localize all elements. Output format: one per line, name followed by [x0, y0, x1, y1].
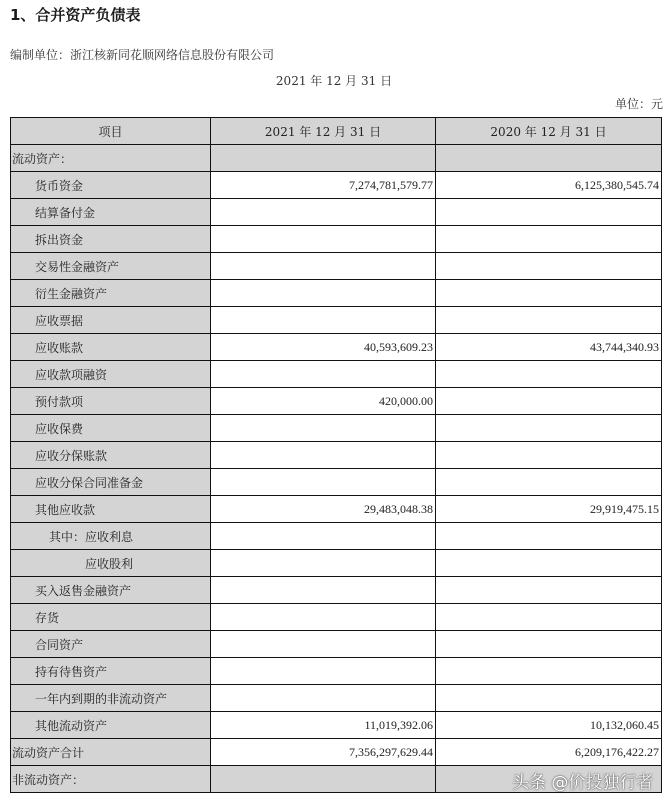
table-row	[11, 685, 662, 712]
row-label: 存货	[11, 604, 211, 631]
table-row	[11, 523, 662, 550]
preparing-entity: 编制单位：浙江核新同花顺网络信息股份有限公司	[10, 48, 275, 62]
table-row	[11, 658, 662, 685]
table-row	[11, 739, 662, 766]
value-2021	[211, 469, 436, 496]
row-label: 持有待售资产	[11, 658, 211, 685]
value-2020	[436, 280, 662, 307]
value-2020	[436, 469, 662, 496]
value-2020	[436, 550, 662, 577]
value-2021: 7,274,781,579.77	[211, 172, 436, 199]
value-2021	[211, 631, 436, 658]
value-2020	[436, 361, 662, 388]
row-label: 结算备付金	[11, 199, 211, 226]
row-label: 其他流动资产	[11, 712, 211, 739]
value-2020	[436, 253, 662, 280]
value-2021	[211, 361, 436, 388]
value-2020: 6,209,176,422.27	[436, 739, 662, 766]
header-item: 项目	[11, 118, 211, 145]
value-2021: 29,483,048.38	[211, 496, 436, 523]
table-row	[11, 307, 662, 334]
value-2021	[211, 577, 436, 604]
row-label: 拆出资金	[11, 226, 211, 253]
value-2021	[211, 226, 436, 253]
row-label: 应收分保账款	[11, 442, 211, 469]
table-row	[11, 577, 662, 604]
value-2020	[436, 658, 662, 685]
value-2020: 10,132,060.45	[436, 712, 662, 739]
currency-unit: 单位：元	[614, 97, 663, 111]
value-2021	[211, 253, 436, 280]
value-2020	[436, 415, 662, 442]
value-2020: 29,919,475.15	[436, 496, 662, 523]
section-row	[11, 145, 662, 172]
row-label: 应收分保合同准备金	[11, 469, 211, 496]
value-2021	[211, 523, 436, 550]
table-body	[11, 145, 662, 793]
row-label: 其中：应收利息	[11, 523, 211, 550]
row-label: 流动资产：	[11, 145, 211, 172]
value-2020	[436, 388, 662, 415]
value-2021: 11,019,392.06	[211, 712, 436, 739]
value-2021	[211, 766, 436, 793]
row-label: 应收股利	[11, 550, 211, 577]
balance-sheet-table	[10, 117, 662, 793]
value-2020	[436, 523, 662, 550]
value-2020	[436, 442, 662, 469]
page-title: 1、合并资产负债表	[10, 6, 141, 24]
table-row	[11, 712, 662, 739]
value-2021	[211, 658, 436, 685]
row-label: 交易性金融资产	[11, 253, 211, 280]
row-label: 合同资产	[11, 631, 211, 658]
row-label: 非流动资产：	[11, 766, 211, 793]
table-row	[11, 280, 662, 307]
table-row	[11, 415, 662, 442]
row-label: 货币资金	[11, 172, 211, 199]
value-2021	[211, 199, 436, 226]
table-row	[11, 172, 662, 199]
value-2021: 40,593,609.23	[211, 334, 436, 361]
value-2021	[211, 442, 436, 469]
value-2021: 420,000.00	[211, 388, 436, 415]
row-label: 一年内到期的非流动资产	[11, 685, 211, 712]
watermark: 头条 @价投独行者	[512, 773, 654, 793]
header-2021: 2021 年 12 月 31 日	[211, 118, 436, 145]
value-2020	[436, 577, 662, 604]
value-2021	[211, 307, 436, 334]
value-2021	[211, 145, 436, 172]
table-row	[11, 604, 662, 631]
value-2020: 43,744,340.93	[436, 334, 662, 361]
row-label: 应收账款	[11, 334, 211, 361]
table-row	[11, 334, 662, 361]
report-date: 2021 年 12 月 31 日	[275, 74, 393, 88]
value-2021	[211, 280, 436, 307]
table-row	[11, 226, 662, 253]
value-2021	[211, 415, 436, 442]
value-2021: 7,356,297,629.44	[211, 739, 436, 766]
table-row	[11, 253, 662, 280]
value-2020	[436, 226, 662, 253]
value-2020	[436, 604, 662, 631]
row-label: 衍生金融资产	[11, 280, 211, 307]
row-label: 预付款项	[11, 388, 211, 415]
row-label: 买入返售金融资产	[11, 577, 211, 604]
value-2020: 6,125,380,545.74	[436, 172, 662, 199]
row-label: 应收保费	[11, 415, 211, 442]
table-header-row	[11, 118, 662, 145]
table-row	[11, 199, 662, 226]
row-label: 应收款项融资	[11, 361, 211, 388]
table-row	[11, 550, 662, 577]
value-2021	[211, 685, 436, 712]
value-2020	[436, 199, 662, 226]
table-row	[11, 496, 662, 523]
table-row	[11, 388, 662, 415]
value-2020	[436, 685, 662, 712]
table-row	[11, 469, 662, 496]
row-label: 应收票据	[11, 307, 211, 334]
value-2021	[211, 550, 436, 577]
header-2020: 2020 年 12 月 31 日	[436, 118, 662, 145]
row-label: 其他应收款	[11, 496, 211, 523]
table-row	[11, 631, 662, 658]
row-label: 流动资产合计	[11, 739, 211, 766]
table-row	[11, 442, 662, 469]
value-2020	[436, 145, 662, 172]
table-row	[11, 361, 662, 388]
value-2020	[436, 307, 662, 334]
value-2021	[211, 604, 436, 631]
value-2020	[436, 631, 662, 658]
